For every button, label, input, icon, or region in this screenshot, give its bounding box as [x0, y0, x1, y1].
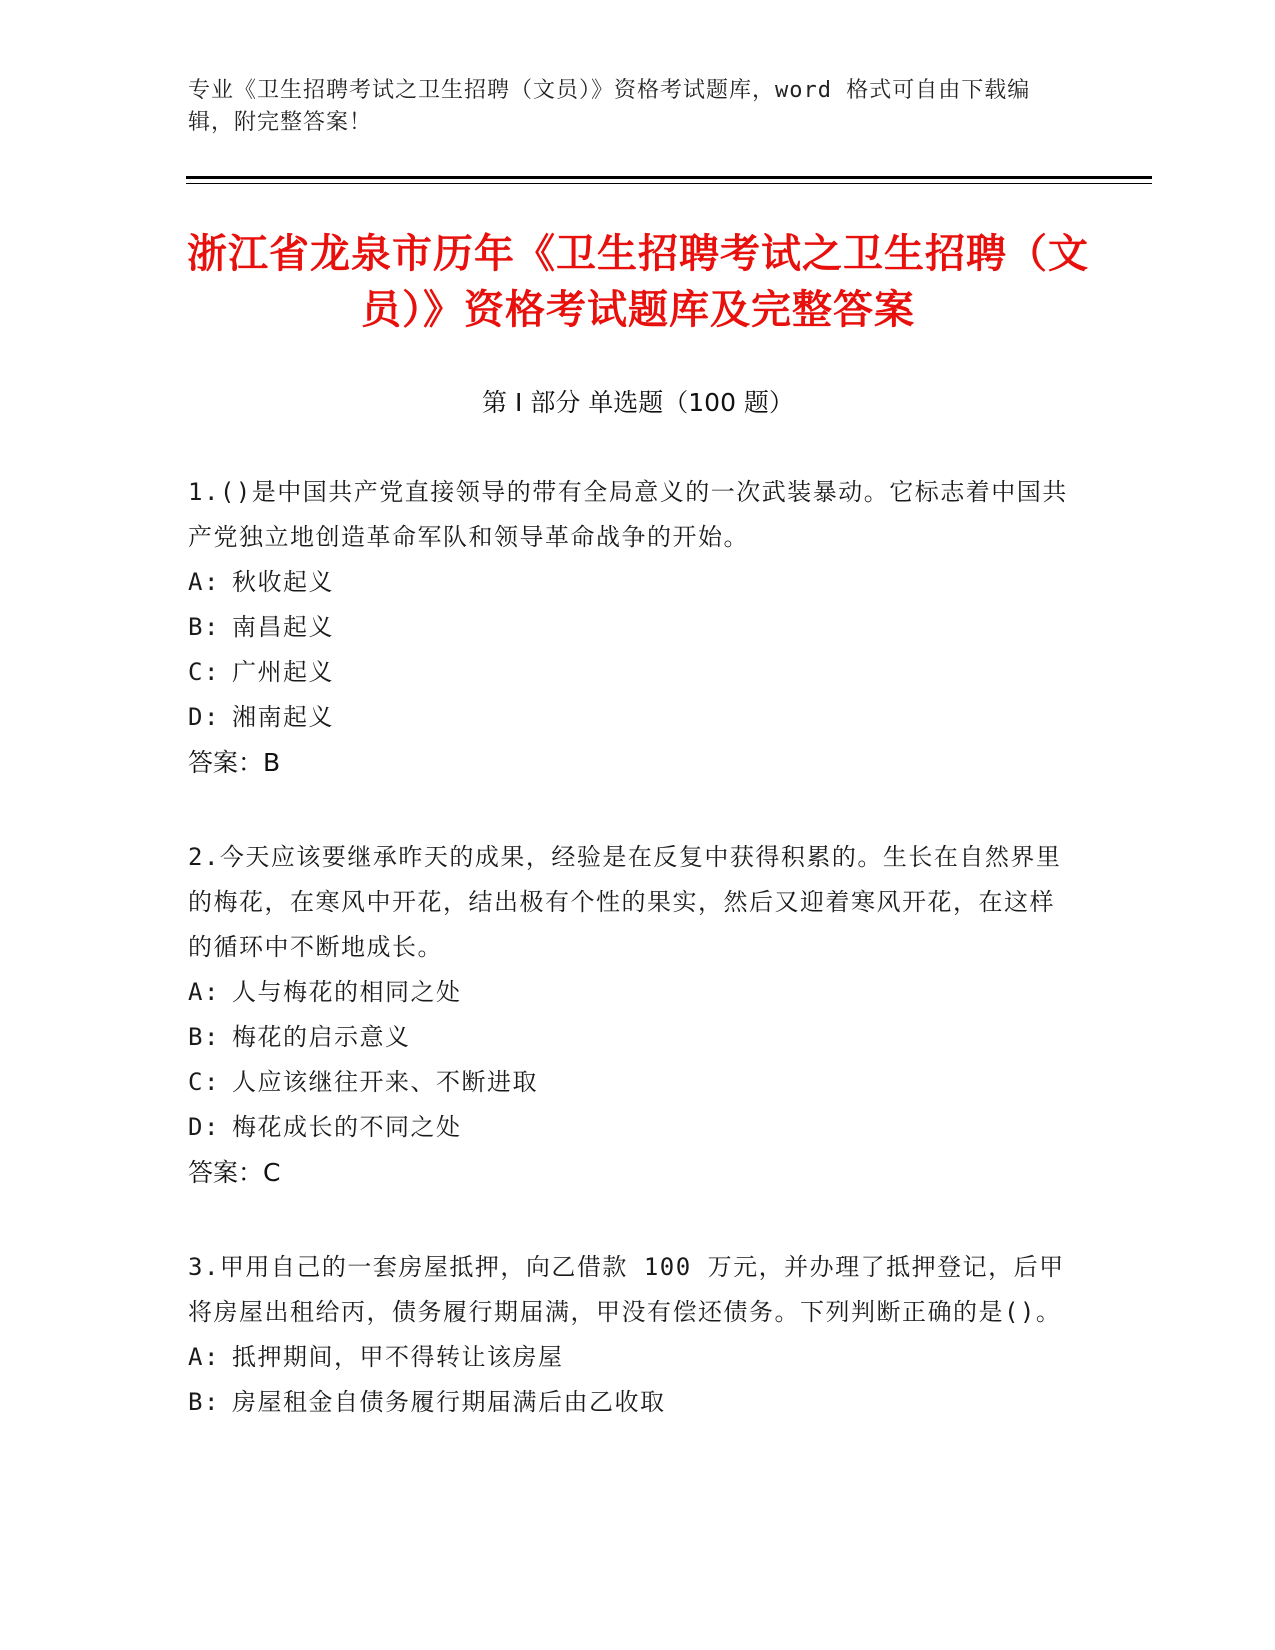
option-key: B: — [188, 1023, 220, 1051]
answer: 答案：C — [188, 1158, 281, 1187]
option-key: D: — [188, 1113, 220, 1141]
section-title: 第 I 部分 单选题（100 题） — [482, 388, 794, 417]
option-text: 人与梅花的相同之处 — [232, 978, 462, 1006]
option-a — [188, 970, 1068, 1015]
option-text: 抵押期间，甲不得转让该房屋 — [232, 1343, 564, 1371]
option-c — [188, 650, 1068, 695]
option-key: A: — [188, 1343, 220, 1371]
option-key: B: — [188, 1388, 220, 1416]
question-stem: 3.甲用自己的一套房屋抵押，向乙借款 100 万元，并办理了抵押登记，后甲将房屋出租给丙，债务履行期届满，甲没有偿还债务。下列判断正确的是()。 — [188, 1253, 1065, 1326]
option-d — [188, 695, 1068, 740]
option-text: 梅花的启示意义 — [232, 1023, 411, 1051]
option-text: 南昌起义 — [232, 613, 334, 641]
answer: 答案：B — [188, 748, 281, 777]
option-key: D: — [188, 703, 220, 731]
question-stem: 1.()是中国共产党直接领导的带有全局意义的一次武装暴动。它标志着中国共产党独立地创造革命军队和领导革命战争的开始。 — [188, 478, 1068, 551]
option-key: A: — [188, 568, 220, 596]
option-a — [188, 560, 1068, 605]
header-rule-thin — [186, 183, 1152, 184]
option-text: 秋收起义 — [232, 568, 334, 596]
option-c — [188, 1060, 1068, 1105]
header-rule-thick — [186, 176, 1152, 179]
question-1 — [188, 470, 1068, 785]
option-text: 房屋租金自债务履行期届满后由乙收取 — [232, 1388, 666, 1416]
option-text: 广州起义 — [232, 658, 334, 686]
option-text: 梅花成长的不同之处 — [232, 1113, 462, 1141]
question-stem: 2.今天应该要继承昨天的成果，经验是在反复中获得积累的。生长在自然界里的梅花，在寒风中开花，结出极有个性的果实，然后又迎着寒风开花，在这样的循环中不断地成长。 — [188, 843, 1062, 961]
option-text: 人应该继往开来、不断进取 — [232, 1068, 538, 1096]
option-key: A: — [188, 978, 220, 1006]
option-key: C: — [188, 658, 220, 686]
question-3 — [188, 1245, 1068, 1425]
document-title: 浙江省龙泉市历年《卫生招聘考试之卫生招聘（文员）》资格考试题库及完整答案 — [187, 231, 1089, 333]
option-b — [188, 1015, 1068, 1060]
option-d — [188, 1105, 1068, 1150]
option-b — [188, 1380, 1068, 1425]
question-2 — [188, 835, 1068, 1195]
option-key: C: — [188, 1068, 220, 1096]
option-key: B: — [188, 613, 220, 641]
option-a — [188, 1335, 1068, 1380]
option-text: 湘南起义 — [232, 703, 334, 731]
header-note: 专业《卫生招聘考试之卫生招聘（文员）》资格考试题库，word 格式可自由下载编辑，附完整答案！ — [188, 78, 1031, 135]
option-b — [188, 605, 1068, 650]
